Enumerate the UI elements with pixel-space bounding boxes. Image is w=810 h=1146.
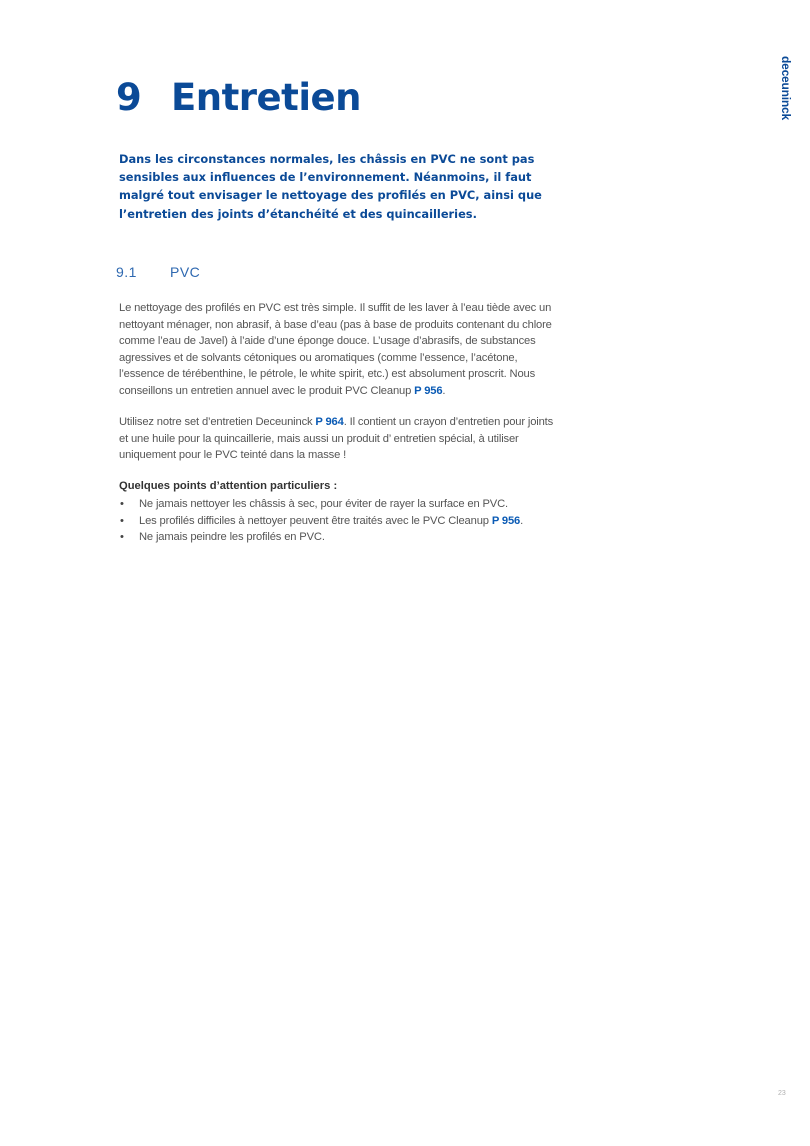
chapter-number: 9 [116, 76, 142, 119]
page-number: 23 [778, 1090, 786, 1097]
list-item-text: Les profilés difficiles à nettoyer peuvent être traités avec le PVC Cleanup [139, 514, 492, 527]
section-heading [116, 264, 200, 280]
intro-paragraph: Dans les circonstances normales, les châssis en PVC ne sont pas sensibles aux influences de l’environnement. Néanmoins, il faut malgré tout envisager le nettoyage des profilés en PVC, ainsi que l’entretien des joints d’étanchéité et des quincailleries. [119, 152, 542, 221]
list-item [119, 513, 559, 530]
product-reference: P 956 [491, 514, 521, 527]
list-item-text: Ne jamais nettoyer les châssis à sec, pour éviter de rayer la surface en PVC. [139, 498, 508, 510]
paragraph-text-end: . [442, 384, 446, 397]
list-item-text-end: . [520, 514, 524, 527]
section-title: PVC [170, 264, 201, 280]
product-reference: P 956 [414, 384, 443, 397]
body-paragraph [119, 300, 555, 399]
bullet-icon: • [120, 498, 124, 510]
list-item-text: Ne jamais peindre les profilés en PVC. [139, 531, 325, 543]
list-item [119, 529, 559, 546]
product-reference: P 964 [315, 416, 344, 428]
bullet-icon: • [120, 531, 124, 543]
points-list [119, 496, 559, 546]
chapter-title: Entretien [171, 76, 361, 119]
paragraph-text: Utilisez notre set d’entretien Deceuninck [119, 416, 316, 428]
body-paragraph [119, 414, 555, 464]
list-item [119, 496, 559, 513]
bullet-icon: • [120, 514, 124, 527]
section-number: 9.1 [116, 264, 137, 280]
brand-logo [768, 55, 804, 121]
points-heading: Quelques points d’attention particuliers : [119, 480, 338, 492]
paragraph-text: Le nettoyage des profilés en PVC est très simple. Il suffit de les laver à l’eau tiède avec un nettoyant ménager, non abrasif, à base d’eau (pas à base de produits contenant du chlore comme l’eau de Javel) à l’aide d’une éponge douce. L’usage d’abrasifs, de substances agressives et de solvants cétoniques ou aromatiques (comme l’essence, l’acétone, l’essence de térébenthine, le pétrole, le white spirit, etc.) est absolument proscrit. Nous conseillons un entretien annuel avec le produit PVC Cleanup [119, 302, 552, 397]
brand-logo-text: deceuninck [779, 55, 793, 121]
paragraph-text-end: . Il contient un crayon d’entretien pour joints et une huile pour la quincaillerie, mais aussi un produit d’ entretien spécial, à utiliser uniquement pour le PVC teinté dans la masse ! [119, 416, 554, 461]
chapter-heading [116, 76, 361, 119]
